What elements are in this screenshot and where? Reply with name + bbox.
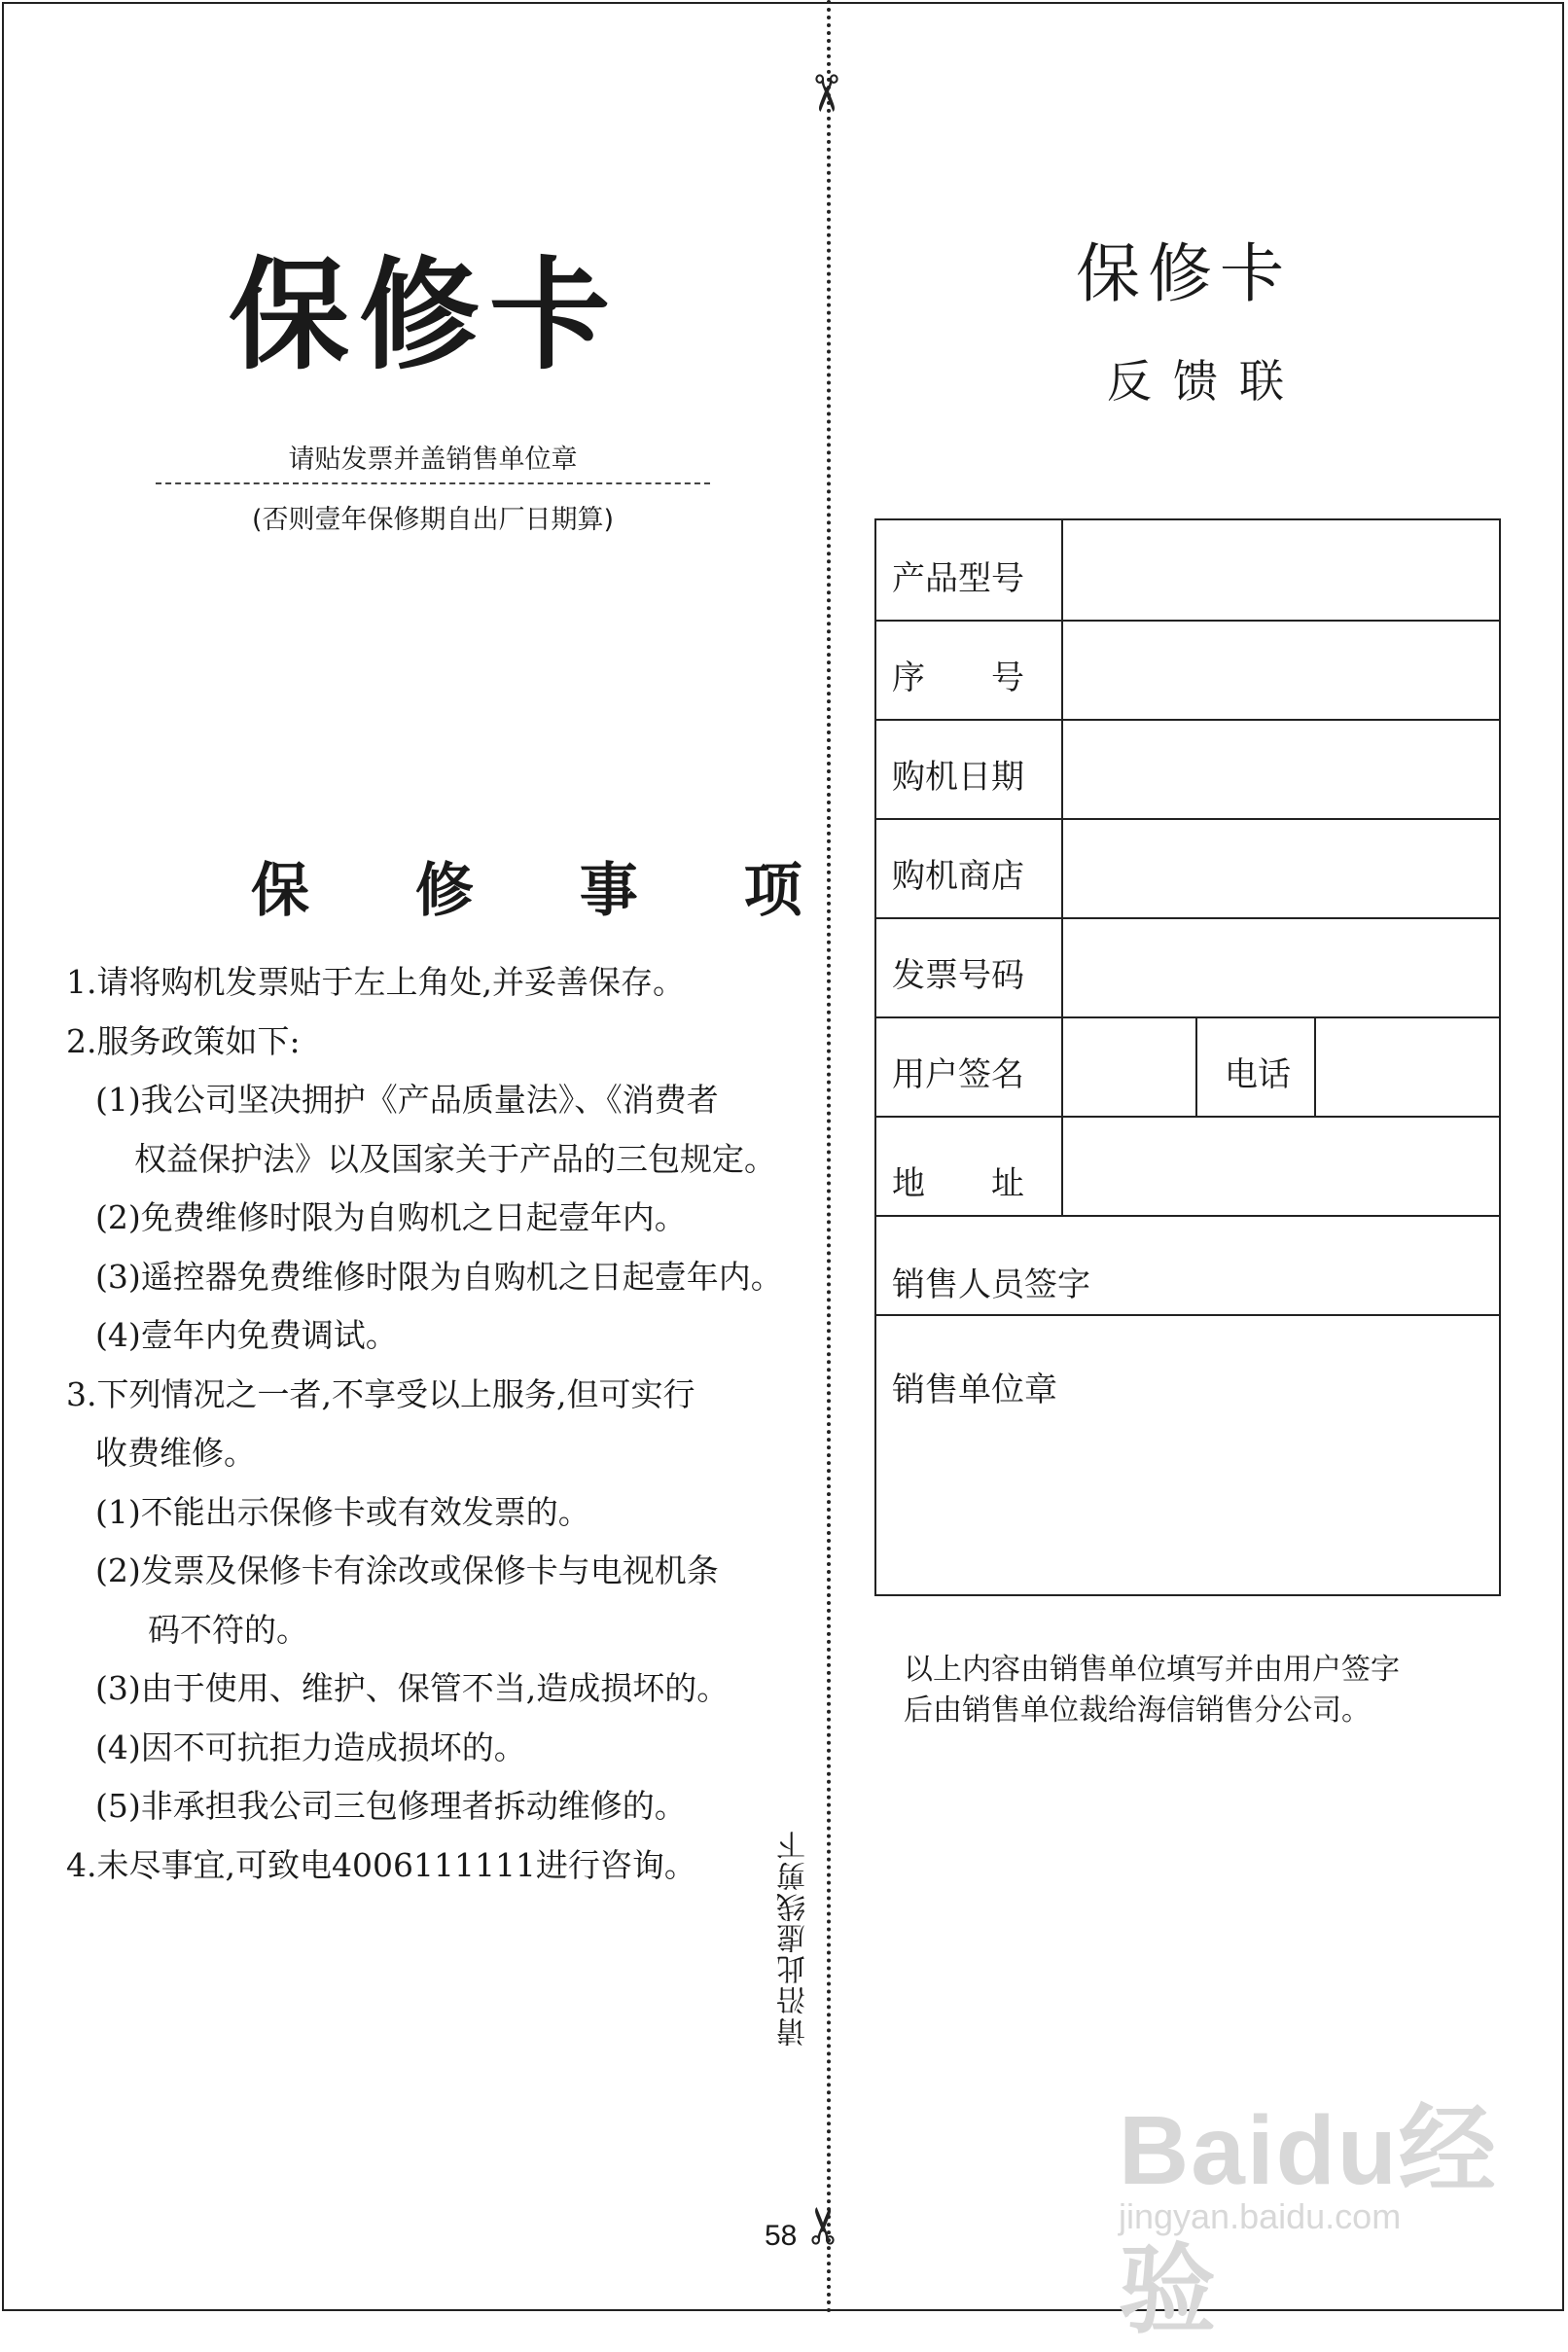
term-line: (3)遥控器免费维修时限为自购机之日起壹年内。 — [95, 1257, 783, 1296]
term-line: (1)不能出示保修卡或有效发票的。 — [95, 1492, 590, 1531]
footer-note-line: 后由销售单位裁给海信销售分公司。 — [904, 1693, 1371, 1728]
row-address — [876, 1118, 1499, 1217]
term-line: (3)由于使用、维护、保管不当,造成损坏的。 — [95, 1669, 730, 1707]
row-sales-signature — [876, 1217, 1499, 1316]
term-line: 3.下列情况之一者,不享受以上服务,但可实行 — [66, 1374, 695, 1413]
terms-heading: 保 修 事 项 — [251, 857, 845, 925]
invoice-note: (否则壹年保修期自出厂日期算) — [251, 505, 615, 535]
label-invoice-no: 发票号码 — [892, 956, 1024, 995]
term-line: 收费维修。 — [95, 1434, 256, 1472]
row-product-model — [876, 520, 1499, 622]
term-line: (1)我公司坚决拥护《产品质量法》、《消费者 — [95, 1081, 719, 1119]
term-line: (4)壹年内免费调试。 — [95, 1316, 398, 1354]
page-number: 58 — [765, 2220, 798, 2252]
scissors-bottom-icon: ✂ — [795, 2204, 854, 2247]
feedback-card-subtitle: 反馈联 — [1107, 355, 1305, 408]
term-line: 1.请将购机发票贴于左上角处,并妥善保存。 — [66, 963, 685, 1001]
label-phone: 电话 — [1225, 1055, 1291, 1094]
term-line: (2)免费维修时限为自购机之日起壹年内。 — [95, 1198, 687, 1236]
term-line: (4)因不可抗拒力造成损坏的。 — [95, 1728, 526, 1766]
scissors-top-icon: ✂ — [795, 72, 854, 115]
row-purchase-date — [876, 721, 1499, 820]
row-serial-no — [876, 622, 1499, 721]
watermark-logo: Baidu经验 — [1119, 2096, 1498, 2345]
label-product-model: 产品型号 — [892, 559, 1024, 598]
term-line: 2.服务政策如下: — [66, 1021, 301, 1060]
feedback-card-title: 保修卡 — [1076, 236, 1292, 311]
term-line: 权益保护法》以及国家关于产品的三包规定。 — [134, 1139, 776, 1178]
warranty-card-title: 保修卡 — [229, 246, 621, 386]
feedback-form — [874, 518, 1501, 1596]
term-line: (2)发票及保修卡有涂改或保修卡与电视机条 — [95, 1551, 719, 1589]
label-user-signature: 用户签名 — [892, 1055, 1024, 1094]
row-invoice-no — [876, 919, 1499, 1018]
label-sales-signature: 销售人员签字 — [892, 1265, 1090, 1304]
label-purchase-date: 购机日期 — [892, 758, 1024, 797]
terms-list — [66, 953, 786, 1895]
footer-note-line: 以上内容由销售单位填写并由用户签字 — [904, 1653, 1400, 1687]
term-line: 4.未尽事宜,可致电4006111111进行咨询。 — [66, 1845, 696, 1884]
row-user-signature — [876, 1018, 1499, 1118]
cut-line — [827, 0, 831, 2315]
term-line: 码不符的。 — [148, 1610, 308, 1649]
invoice-dashed-line — [156, 482, 710, 484]
label-address: 地 址 — [892, 1164, 1024, 1203]
row-purchase-store — [876, 820, 1499, 919]
term-line: (5)非承担我公司三包修理者拆动维修的。 — [95, 1787, 687, 1825]
row-sales-stamp — [876, 1316, 1499, 1594]
invoice-hint: 请贴发票并盖销售单位章 — [288, 445, 578, 475]
footer-note — [904, 1650, 1487, 1731]
label-sales-stamp: 销售单位章 — [892, 1371, 1057, 1409]
label-serial-no: 序 号 — [892, 659, 1024, 697]
label-purchase-store: 购机商店 — [892, 857, 1024, 896]
cut-hint: 请沿此虚线剪下 — [777, 1829, 811, 2047]
watermark-url: jingyan.baidu.com — [1119, 2196, 1402, 2236]
